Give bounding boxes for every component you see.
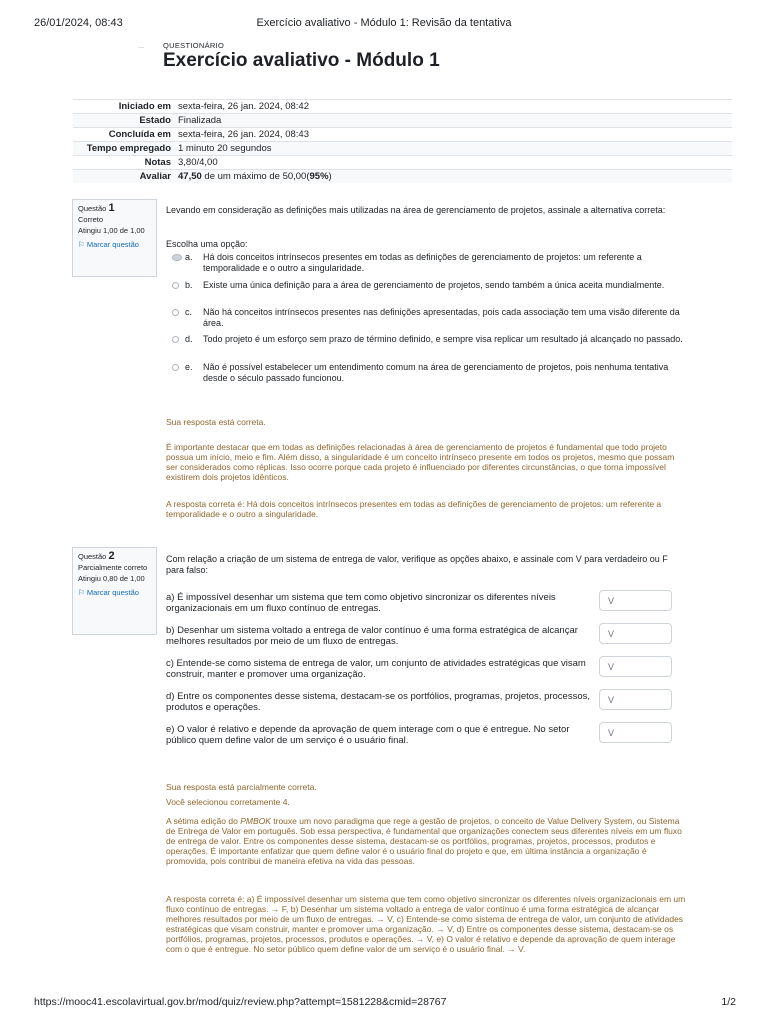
answer-select-c[interactable]: V (599, 656, 672, 677)
right-answer: A resposta correta é: a) É impossível desenhar um sistema que tem como objetivo sincronizar os diferentes níveis organizacionais em um fluxo contínuo de entregas. → F, b) Desenhar um sistema voltado a entrega de valor contínuo é uma forma estratégica de alcançar melhores resultados por meio de um fluxo de entregas. → V, c) Entende-se como sistema de entrega de valor, um conjunto de atividades estratégicas que visam construir, manter e promover uma organização. → V, d) Entre os componentes desse sistema, destacam-se os portfólios, programas, projetos, processos, produtos e operações. → V, e) O valor é relativo e depende da aprovação de quem interage com o que é entregue. No setor público quem define valor de um serviço é o usuário final. → V. (166, 894, 686, 954)
radio[interactable] (172, 282, 179, 289)
print-title: Exercício avaliativo - Módulo 1: Revisão da tentativa (256, 17, 512, 29)
question-number: 1 (108, 202, 115, 214)
radio[interactable] (172, 336, 179, 343)
answer-select-b[interactable]: V (599, 623, 672, 644)
question-number: 2 (108, 550, 115, 562)
feedback-count: Você selecionou corretamente 4. (166, 797, 290, 807)
question-state: Correto (78, 215, 104, 224)
answer-select-e[interactable]: V (599, 722, 672, 743)
answer-select-a[interactable]: V (599, 590, 672, 611)
summary-row-grade: Avaliar 47,50 de um máximo de 50,00(95%) (73, 170, 732, 184)
question-1-info: Questão 1 Correto Atingiu 1,00 de 1,00 ⚐ Marcar questão (72, 199, 157, 277)
summary-row-time: Tempo empregado 1 minuto 20 segundos (73, 142, 732, 156)
header-divider (138, 47, 144, 48)
radio[interactable] (172, 364, 179, 371)
question-1-prompt: Escolha uma opção: (166, 239, 248, 249)
summary-row-completed: Concluída em sexta-feira, 26 jan. 2024, 08:43 (73, 128, 732, 142)
summary-row-started: Iniciado em sexta-feira, 26 jan. 2024, 08:42 (73, 100, 732, 114)
statement-d: d) Entre os componentes desse sistema, destacam-se os portfólios, programas, projetos, processos, produtos e operações. (166, 691, 591, 713)
answer-select-d[interactable]: V (599, 689, 672, 710)
question-grade: Atingiu 1,00 de 1,00 (78, 226, 145, 235)
question-state: Parcialmente correto (78, 563, 148, 572)
question-2-text: Com relação a criação de um sistema de entrega de valor, verifique as opções abaixo, e assinale com V para verdadeiro ou F para falso: (166, 554, 668, 575)
print-page-number: 1/2 (721, 996, 736, 1008)
question-2-info: Questão 2 Parcialmente correto Atingiu 0,80 de 1,00 ⚐ Marcar questão (72, 547, 157, 635)
flag-question-link[interactable]: ⚐ Marcar questão (78, 240, 139, 249)
summary-row-state: Estado Finalizada (73, 114, 732, 128)
general-feedback: É importante destacar que em todas as definições relacionadas à área de gerenciamento de projetos é fundamental que todo projeto possua um início, meio e fim. Além disso, a singularidade é um conceito intrínseco presente em todos os projetos, mesmo que possam ser considerados como réplicas. Isso ocorre porque cada projeto é influenciado por diferentes circunstâncias, o que torna impossível existirem dois projetos idênticos. (166, 442, 675, 482)
radio-selected[interactable] (172, 254, 182, 261)
print-date: 26/01/2024, 08:43 (34, 17, 123, 29)
attempt-summary (73, 99, 732, 183)
general-feedback: A sétima edição do PMBOK trouxe um novo paradigma que rege a gestão de projetos, o conceito de Value Delivery System, ou Sistema de Entrega de Valor em português. Sob essa perspectiva, é fundamental que organizações conectem seus diferentes níveis em um fluxo de entrega de valor. Entre os componentes desse sistema, destacam-se os portfólios, programas, projetos, processos, produtos e operações. É importante enfatizar que quem define valor é o usuário final do projeto e que, em última instância a organização é promovida, pois contribui de maneira efetiva na vida das pessoas. (166, 816, 682, 866)
feedback-status: Sua resposta está correta. (166, 417, 266, 427)
print-url: https://mooc41.escolavirtual.gov.br/mod/quiz/review.php?attempt=1581228&cmid=28767 (34, 996, 447, 1008)
flag-icon: ⚐ (78, 588, 85, 597)
question-grade: Atingiu 0,80 de 1,00 (78, 574, 145, 583)
right-answer: A resposta correta é: Há dois conceitos intrínsecos presentes em todas as definições de gerenciamento de projetos: um referente a temporalidade e o outro a singularidade. (166, 499, 662, 519)
feedback-status: Sua resposta está parcialmente correta. (166, 782, 317, 792)
statement-c: c) Entende-se como sistema de entrega de valor, um conjunto de atividades estratégicas que visam construir, manter e promover uma organização. (166, 658, 586, 680)
statement-a: a) É impossível desenhar um sistema que tem como objetivo sincronizar os diferentes níveis organizacionais em um fluxo contínuo de entregas. (166, 592, 556, 614)
statement-b: b) Desenhar um sistema voltado a entrega de valor contínuo é uma forma estratégica de alcançar melhores resultados por meio de um fluxo de entregas. (166, 625, 578, 647)
summary-row-marks: Notas 3,80/4,00 (73, 156, 732, 170)
page-title: Exercício avaliativo - Módulo 1 (163, 50, 440, 71)
flag-question-link[interactable]: ⚐ Marcar questão (78, 588, 139, 597)
flag-icon: ⚐ (78, 240, 85, 249)
radio[interactable] (172, 309, 179, 316)
breadcrumb[interactable]: QUESTIONÁRIO (163, 41, 225, 50)
statement-e: e) O valor é relativo e depende da aprovação de quem interage com o que é entregue. No setor público quem define valor de um serviço é o usuário final. (166, 724, 570, 746)
question-1-text: Levando em consideração as definições mais utilizadas na área de gerenciamento de projetos, assinale a alternativa correta: (166, 205, 666, 215)
